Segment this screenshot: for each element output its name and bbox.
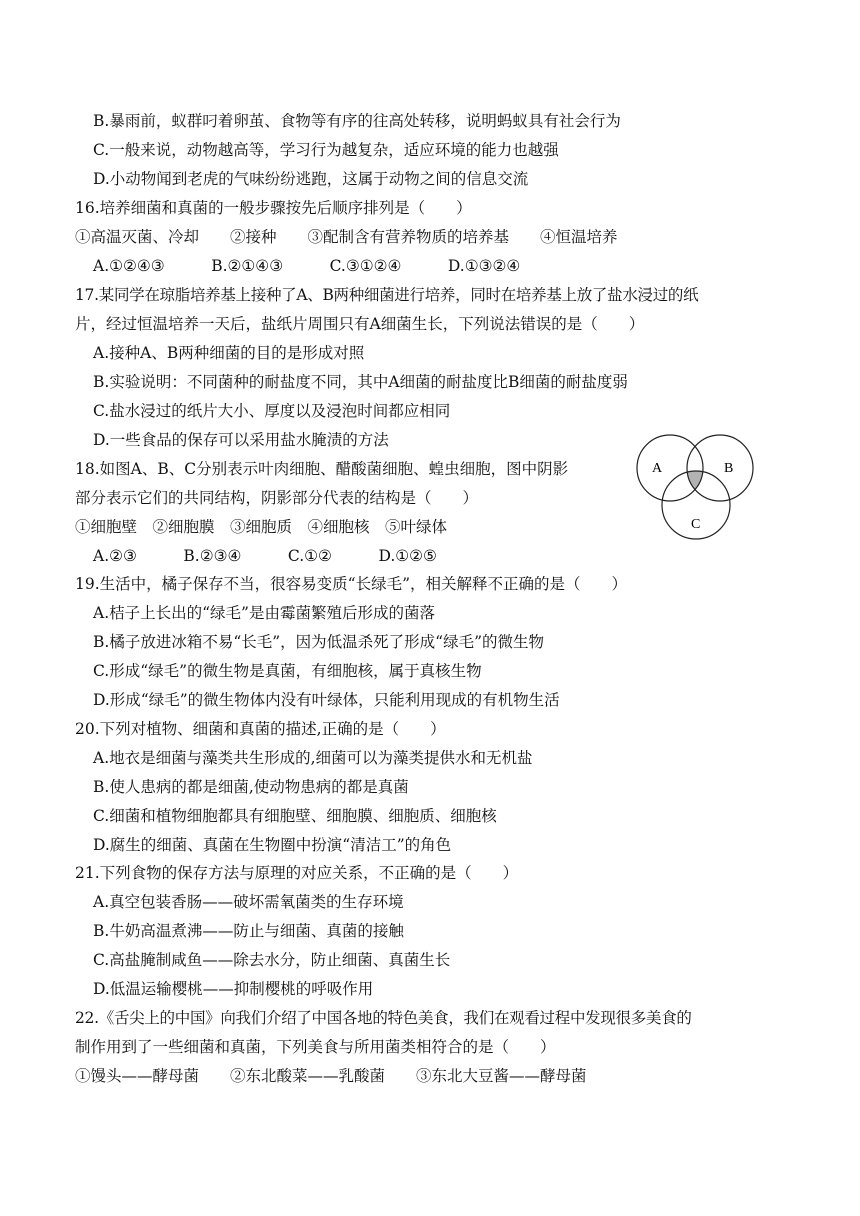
venn-diagram (632, 433, 758, 541)
q19-option-d: D.形成“绿毛”的微生物体内没有叶绿体，只能利用现成的有机物生活 (93, 691, 560, 709)
q17-option-c: C.盐水浸过的纸片大小、厚度以及浸泡时间都应相同 (93, 402, 451, 420)
q16-items: ①高温灭菌、冷却 ②接种 ③配制含有营养物质的培养基 ④恒温培养 (75, 228, 618, 246)
q15-option-b: B.暴雨前，蚁群叼着卵茧、食物等有序的往高处转移，说明蚂蚁具有社会行为 (93, 112, 621, 130)
venn-label-a: A (652, 461, 663, 476)
venn-label-c: C (691, 517, 701, 532)
q21-option-b: B.牛奶高温煮沸——防止与细菌、真菌的接触 (93, 922, 404, 940)
q17-option-b: B.实验说明：不同菌种的耐盐度不同，其中A细菌的耐盐度比B细菌的耐盐度弱 (93, 373, 628, 391)
q16-options: A.①②④③ B.②①④③ C.③①②④ D.①③②④ (93, 257, 521, 275)
q15-option-d: D.小动物闻到老虎的气味纷纷逃跑，这属于动物之间的信息交流 (93, 170, 529, 188)
venn-label-b: B (724, 461, 734, 476)
q18-items: ①细胞壁 ②细胞膜 ③细胞质 ④细胞核 ⑤叶绿体 (75, 518, 448, 536)
q19-stem: 19.生活中，橘子保存不当，很容易变质“长绿毛”，相关解释不正确的是（ ） (75, 575, 628, 593)
q17-option-d: D.一些食品的保存可以采用盐水腌渍的方法 (93, 431, 389, 449)
q22-items: ①馒头——酵母菌 ②东北酸菜——乳酸菌 ③东北大豆酱——酵母菌 (75, 1067, 587, 1085)
q18-stem-line-1: 18.如图A、B、C分别表示叶肉细胞、醋酸菌细胞、蝗虫细胞，图中阴影 (75, 460, 569, 478)
q20-option-a: A.地衣是细菌与藻类共生形成的,细菌可以为藻类提供水和无机盐 (93, 749, 533, 767)
q21-option-a: A.真空包装香肠——破坏需氧菌类的生存环境 (93, 893, 404, 911)
q19-option-c: C.形成“绿毛”的微生物是真菌，有细胞核，属于真核生物 (93, 662, 482, 680)
q21-option-c: C.高盐腌制咸鱼——除去水分，防止细菌、真菌生长 (93, 951, 451, 969)
q20-stem: 20.下列对植物、细菌和真菌的描述,正确的是（ ） (75, 720, 446, 738)
q20-option-c: C.细菌和植物细胞都具有细胞壁、细胞膜、细胞质、细胞核 (93, 807, 497, 825)
q21-option-d: D.低温运输樱桃——抑制樱桃的呼吸作用 (93, 980, 374, 998)
q16-stem: 16.培养细菌和真菌的一般步骤按先后顺序排列是（ ） (75, 199, 472, 217)
q22-stem-line-1: 22.《舌尖上的中国》向我们介绍了中国各地的特色美食，我们在观看过程中发现很多美食的 (75, 1009, 692, 1027)
q17-stem-line-2: 片，经过恒温培养一天后，盐纸片周围只有A细菌生长，下列说法错误的是（ ） (75, 315, 645, 333)
q15-option-c: C.一般来说，动物越高等，学习行为越复杂，适应环境的能力也越强 (93, 141, 559, 159)
q17-option-a: A.接种A、B两种细菌的目的是形成对照 (93, 344, 365, 362)
q18-stem-line-2: 部分表示它们的共同结构，阴影部分代表的结构是（ ） (75, 489, 479, 507)
q20-option-d: D.腐生的细菌、真菌在生物圈中扮演“清洁工”的角色 (93, 836, 452, 854)
q17-stem-line-1: 17.某同学在琼脂培养基上接种了A、B两种细菌进行培养，同时在培养基上放了盐水浸过的纸 (75, 286, 699, 304)
q20-option-b: B.使人患病的都是细菌,使动物患病的都是真菌 (93, 778, 409, 796)
q22-stem-line-2: 制作用到了一些细菌和真菌，下列美食与所用菌类相符合的是（ ） (75, 1038, 556, 1056)
q21-stem: 21.下列食物的保存方法与原理的对应关系，不正确的是（ ） (75, 864, 519, 882)
q19-option-a: A.桔子上长出的“绿毛”是由霉菌繁殖后形成的菌落 (93, 604, 435, 622)
q18-options: A.②③ B.②③④ C.①② D.①②⑤ (93, 547, 437, 565)
venn-circle-a (637, 435, 703, 501)
venn-circle-b (687, 435, 753, 501)
q19-option-b: B.橘子放进冰箱不易“长毛”，因为低温杀死了形成“绿毛”的微生物 (93, 633, 545, 651)
